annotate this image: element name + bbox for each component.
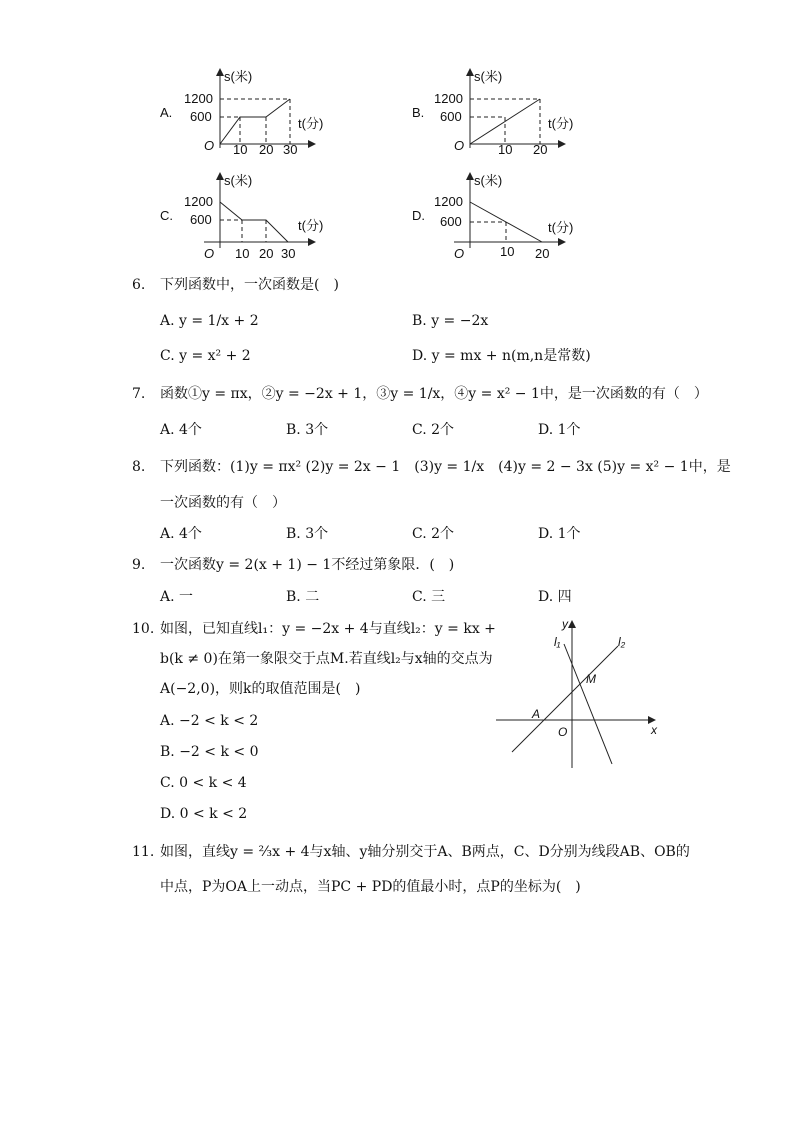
option-a: A. 4个	[160, 526, 202, 542]
y-axis-arrow	[216, 68, 224, 76]
m-label: M	[586, 672, 596, 686]
y-tick-1200: 1200	[184, 194, 213, 209]
q10-figure	[492, 612, 664, 774]
origin-label: O	[454, 138, 465, 153]
origin-label: O	[204, 138, 215, 153]
y-axis-arrow	[466, 172, 474, 180]
q5-graph-d	[430, 166, 580, 262]
y-tick-600: 600	[440, 214, 462, 229]
graph-line	[470, 99, 540, 144]
question-number: 7.	[132, 386, 146, 402]
option-c: C. 2个	[412, 526, 455, 542]
axis-t-label: t(分)	[298, 116, 324, 131]
l1-label: l₁	[554, 635, 561, 649]
q5-graph-c	[180, 166, 330, 262]
x-tick-30: 30	[281, 246, 296, 261]
y-axis-arrow	[216, 172, 224, 180]
axis-t-label: t(分)	[548, 116, 574, 131]
question-number: 6.	[132, 277, 146, 293]
question-stem: 下列函数中，一次函数是( )	[160, 277, 339, 293]
axis-t-label: t(分)	[548, 220, 574, 235]
option-c: C. 三	[412, 589, 446, 605]
axis-s-label: s(米)	[224, 69, 253, 84]
q5-option-c-label: C.	[160, 208, 173, 223]
y-label: y	[562, 617, 568, 631]
question-number: 11.	[132, 844, 155, 860]
x-tick-10: 10	[500, 244, 515, 259]
question-stem-line2: b(k ≠ 0)在第一象限交于点M.若直线l₂与x轴的交点为	[160, 651, 493, 667]
option-b: B. −2 < k < 0	[160, 744, 259, 760]
q5-option-b-label: B.	[412, 105, 425, 120]
origin-label: O	[454, 246, 465, 261]
y-tick-1200: 1200	[434, 91, 463, 106]
axis-s-label: s(米)	[224, 173, 253, 188]
x-tick-10: 10	[233, 142, 248, 157]
y-axis-arrow	[466, 68, 474, 76]
option-b: B. y = −2x	[412, 313, 489, 329]
axis-s-label: s(米)	[474, 173, 503, 188]
a-label: A	[532, 707, 541, 721]
question-stem: 一次函数y = 2(x + 1) − 1不经过第象限．( )	[160, 557, 455, 573]
y-tick-1200: 1200	[184, 91, 213, 106]
x-axis-arrow	[558, 238, 566, 246]
q5-option-d-label: D.	[412, 208, 425, 223]
option-c: C. 0 < k < 4	[160, 775, 247, 791]
option-b: B. 3个	[286, 422, 329, 438]
x-axis-arrow	[308, 238, 316, 246]
question-stem-line1: 如图，已知直线l₁：y = −2x + 4与直线l₂：y = kx +	[160, 621, 496, 637]
option-d: D. 1个	[538, 526, 581, 542]
question-number: 9.	[132, 557, 146, 573]
option-a: A. 一	[160, 589, 194, 605]
q5-graph-a	[180, 62, 330, 158]
x-tick-10: 10	[235, 246, 250, 261]
question-stem-line2: 中点，P为OA上一动点，当PC + PD的值最小时，点P的坐标为( )	[160, 879, 581, 895]
o-label: O	[558, 725, 568, 739]
y-tick-600: 600	[190, 109, 212, 124]
q5-graph-b	[430, 62, 580, 158]
x-axis-arrow	[558, 140, 566, 148]
x-tick-30: 30	[283, 142, 298, 157]
graph-line	[220, 99, 290, 144]
question-stem-line3: A(−2,0)，则k的取值范围是( )	[160, 681, 361, 697]
graph-line	[220, 202, 288, 242]
x-tick-10: 10	[498, 142, 513, 157]
option-a: A. −2 < k < 2	[160, 713, 259, 729]
origin-label: O	[204, 246, 215, 261]
option-b: B. 3个	[286, 526, 329, 542]
x-tick-20: 20	[535, 246, 550, 261]
x-tick-20: 20	[259, 142, 274, 157]
y-axis-arrow	[568, 620, 576, 628]
q5-option-a-label: A.	[160, 105, 173, 120]
y-tick-600: 600	[440, 109, 462, 124]
line-l1	[564, 644, 612, 764]
axis-t-label: t(分)	[298, 218, 324, 233]
x-label: x	[651, 723, 657, 737]
axis-s-label: s(米)	[474, 69, 503, 84]
question-stem: 函数①y = πx，②y = −2x + 1，③y = 1/x，④y = x² − 1中，是一次函数的有（ ）	[160, 386, 708, 402]
question-number: 10.	[132, 621, 155, 637]
l2-label: l₂	[618, 635, 626, 649]
y-tick-1200: 1200	[434, 194, 463, 209]
x-axis-arrow	[308, 140, 316, 148]
option-c: C. 2个	[412, 422, 455, 438]
x-tick-20: 20	[259, 246, 274, 261]
option-c: C. y = x² + 2	[160, 348, 251, 364]
option-a: A. y = 1/x + 2	[160, 313, 259, 329]
question-stem-line1: 如图，直线y = ⅔x + 4与x轴、y轴分别交于A、B两点，C、D分别为线段AB、OB的	[160, 844, 690, 860]
y-tick-600: 600	[190, 212, 212, 227]
x-tick-20: 20	[533, 142, 548, 157]
option-a: A. 4个	[160, 422, 202, 438]
option-d: D. 1个	[538, 422, 581, 438]
question-stem-line1: 下列函数：(1)y = πx² (2)y = 2x − 1 (3)y = 1/x (4)y = 2 − 3x (5)y = x² − 1中，是	[160, 459, 731, 475]
option-d: D. y = mx + n(m,n是常数)	[412, 348, 591, 364]
option-d: D. 0 < k < 2	[160, 806, 248, 822]
option-d: D. 四	[538, 589, 572, 605]
question-number: 8.	[132, 459, 146, 475]
option-b: B. 二	[286, 589, 320, 605]
question-stem-line2: 一次函数的有（ ）	[160, 495, 286, 511]
